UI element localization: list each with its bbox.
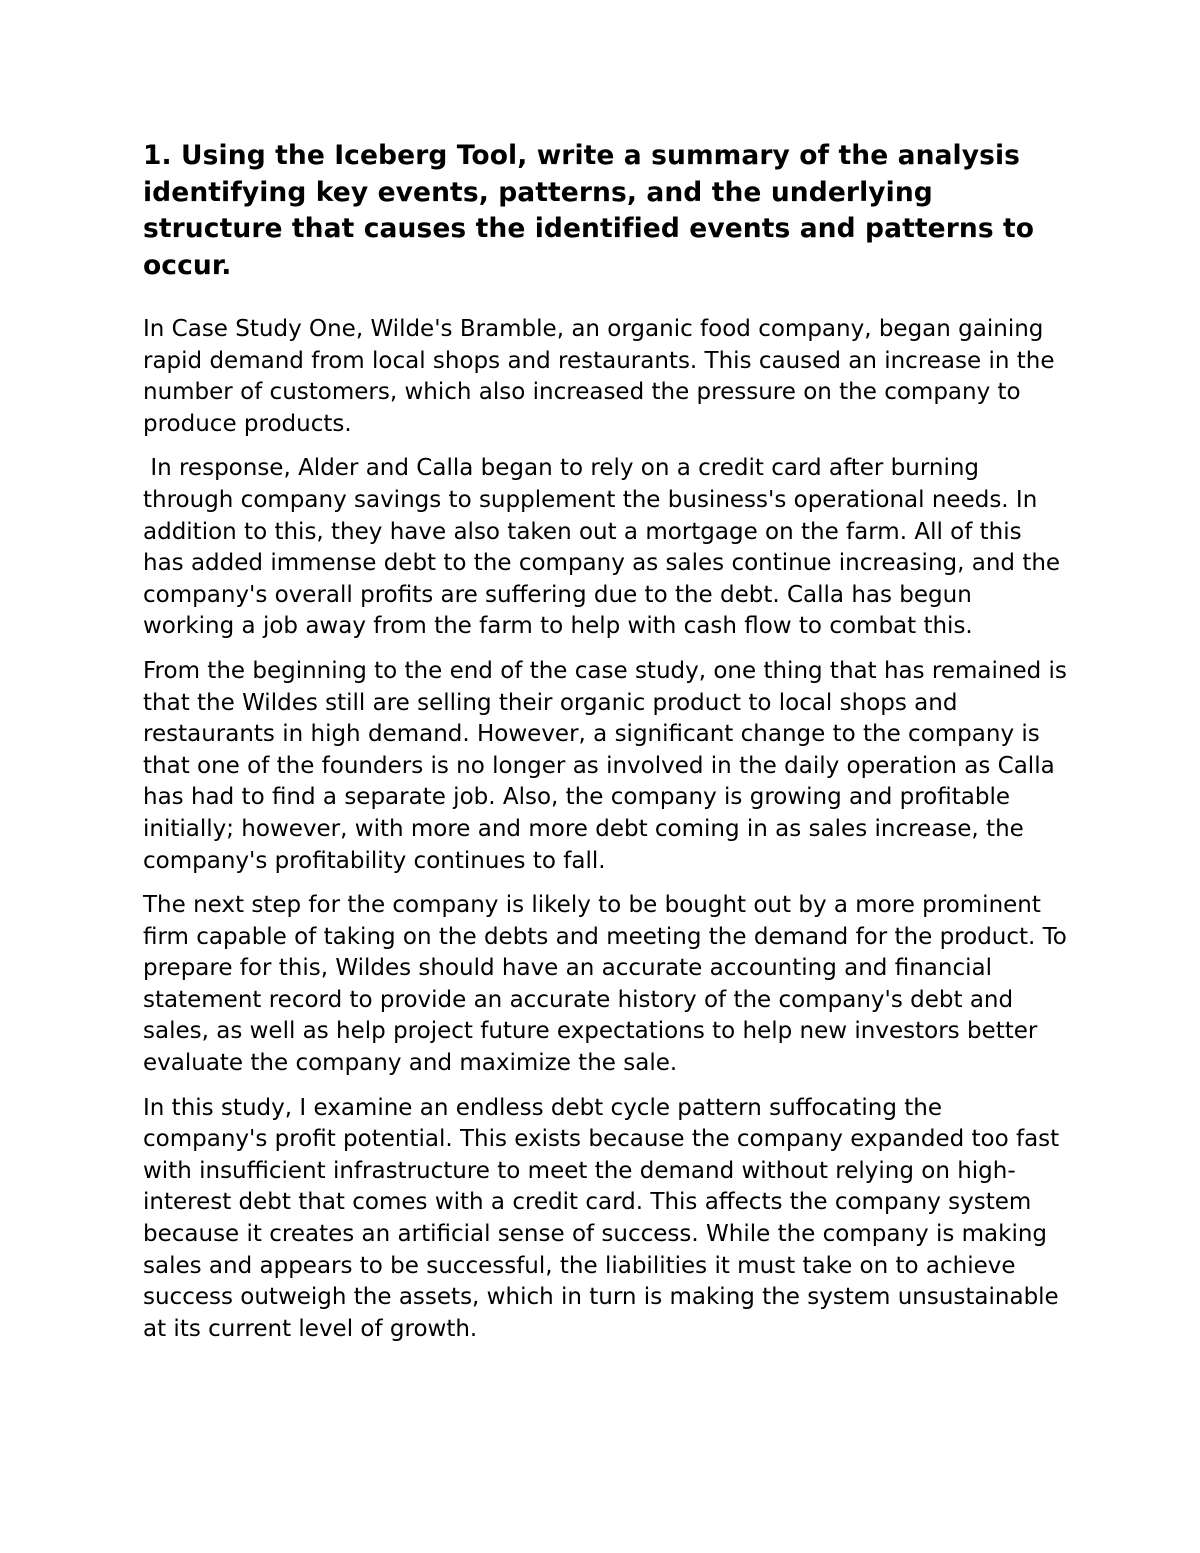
question-number: 1. (143, 140, 172, 171)
paragraph-response: In response, Alder and Calla began to rely on a credit card after burning through company savings to supplement the business's operational needs. In addition to this, they have also taken out a mortgage on the farm. All of this has added immense debt to the company as sales continue increasing, and the company's overall profits are suffering due to the debt. Calla has begun working a job away from the farm to help with cash flow to combat this. (143, 455, 1068, 640)
paragraph-events: In Case Study One, Wilde's Bramble, an organic food company, began gaining rapid demand from local shops and restaurants. This caused an increase in the number of customers, which also increased the pressure on the company to produce products. (143, 316, 1062, 437)
question-heading (143, 138, 1068, 284)
paragraph-patterns: From the beginning to the end of the case study, one thing that has remained is that the Wildes still are selling their organic product to local shops and restaurants in high demand. However, a significant change to the company is that one of the founders is no longer as involved in the daily operation as Calla has had to find a separate job. Also, the company is growing and profitable initially; however, with more and more debt coming in as sales increase, the company's profitability continues to fall. (143, 657, 1075, 874)
document-page (143, 138, 1075, 1358)
paragraph-next-step: The next step for the company is likely to be bought out by a more prominent firm capable of taking on the debts and meeting the demand for the product. To prepare for this, Wildes should have an accurate accounting and financial statement record to provide an accurate history of the company's debt and sales, as well as help project future expectations to help new investors better evaluate the company and maximize the sale. (143, 892, 1075, 1077)
question-text: Using the Iceberg Tool, write a summary of the analysis identifying key events, patterns, and the underlying structure that causes the identified events and patterns to occur. (143, 140, 1035, 281)
paragraph-structure: In this study, I examine an endless debt cycle pattern suffocating the company's profit potential. This exists because the company expanded too fast with insufficient infrastructure to meet the demand without relying on high-interest debt that comes with a credit card. This affects the company system because it creates an artificial sense of success. While the company is making sales and appears to be successful, the liabilities it must take on to achieve success outweigh the assets, which in turn is making the system unsustainable at its current level of growth. (143, 1094, 1067, 1342)
